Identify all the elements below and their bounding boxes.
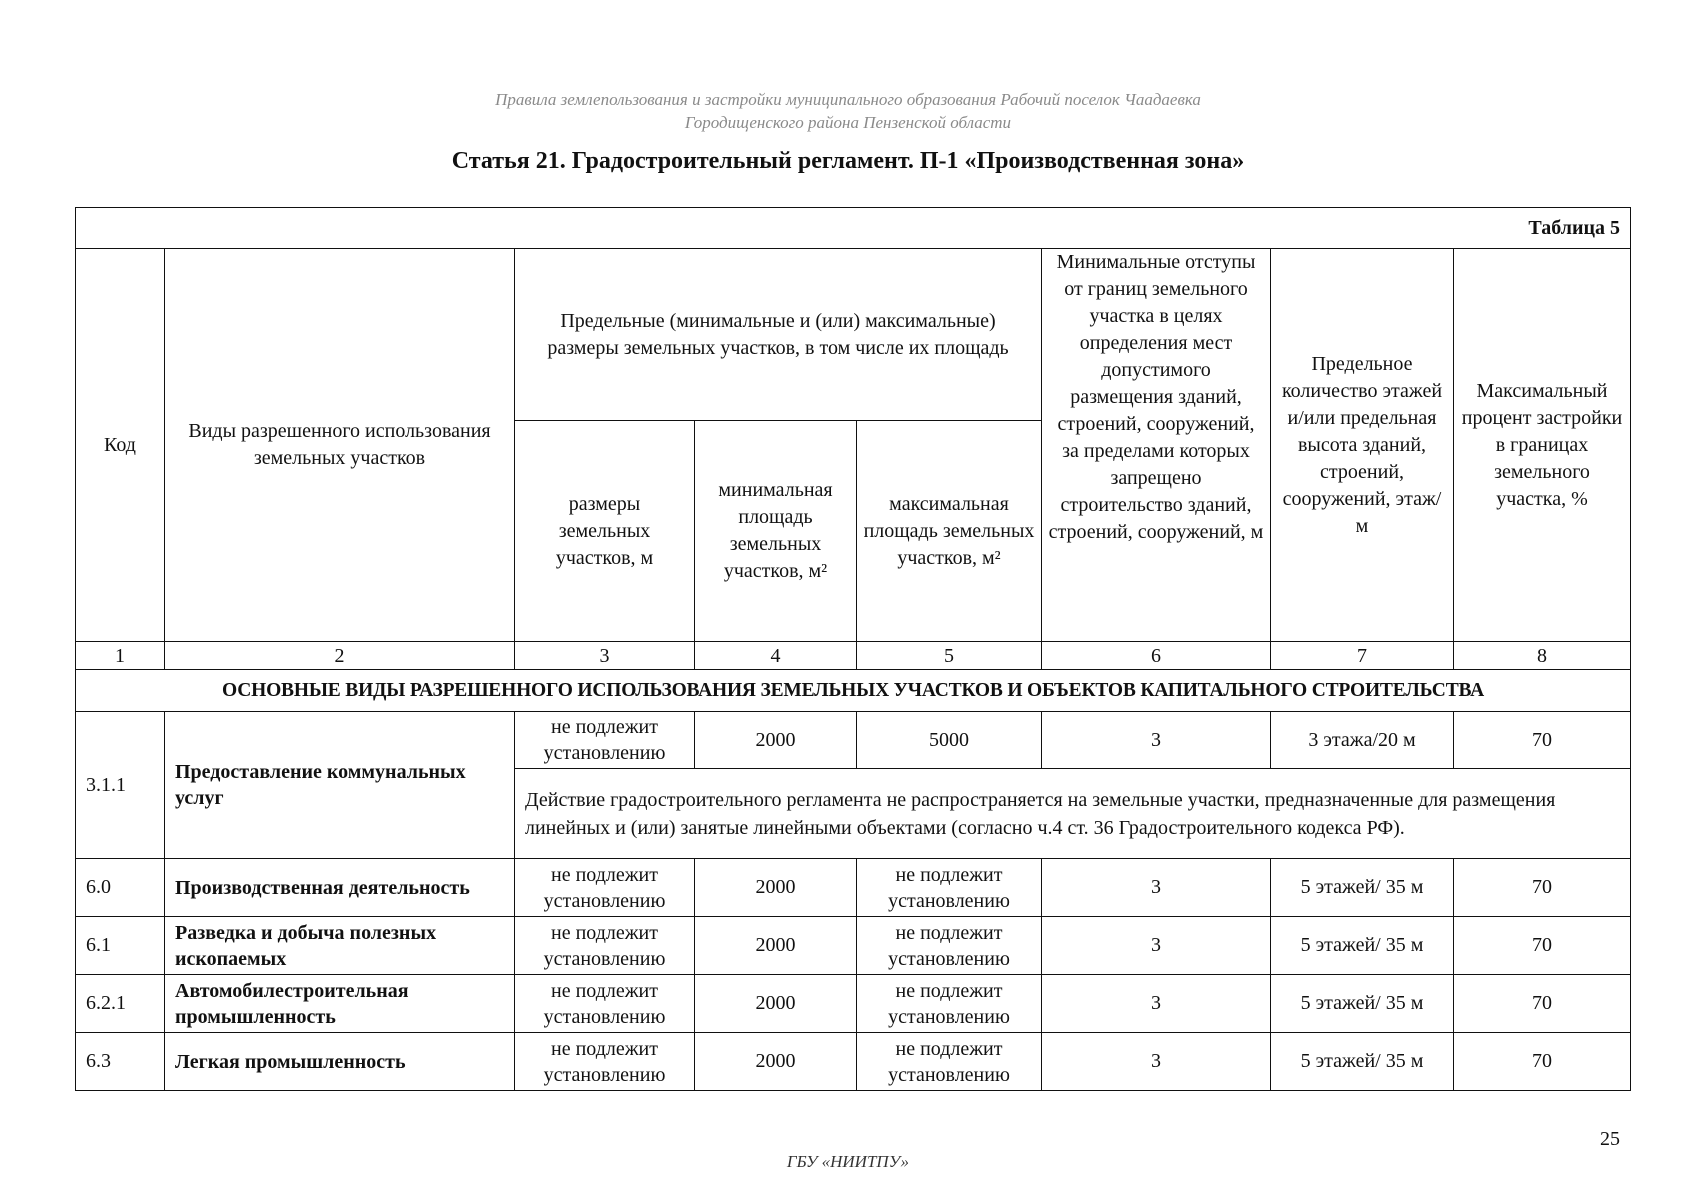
row-use-name: Разведка и добыча полезных ископаемых <box>165 917 515 975</box>
row-use-name: Легкая промышленность <box>165 1033 515 1091</box>
section-row <box>76 670 1631 712</box>
row-min-area: 2000 <box>695 917 857 975</box>
row-floors: 5 этажей/ 35 м <box>1271 975 1454 1033</box>
row-floors: 5 этажей/ 35 м <box>1271 917 1454 975</box>
column-number: 7 <box>1271 642 1454 670</box>
row-code: 6.1 <box>76 917 165 975</box>
row-coverage: 70 <box>1454 917 1631 975</box>
section-title: ОСНОВНЫЕ ВИДЫ РАЗРЕШЕННОГО ИСПОЛЬЗОВАНИЯ ЗЕМЕЛЬНЫХ УЧАСТКОВ И ОБЪЕКТОВ КАПИТАЛЬНОГО СТРОИТЕЛЬСТВА <box>76 670 1631 712</box>
row-setback: 3 <box>1042 975 1271 1033</box>
row-note: Действие градостроительного регламента не распространяется на земельные участки, предназначенные для размещения линейных и (или) занятые линейными объектами (согласно ч.4 ст. 36 Градостроительного кодекса РФ). <box>515 769 1631 859</box>
column-number: 3 <box>515 642 695 670</box>
regulation-table <box>75 207 1631 1091</box>
row-plot-size: не подлежит установлению <box>515 859 695 917</box>
header-min-area: минимальная площадь земельных участков, м² <box>695 421 857 642</box>
table-row <box>76 712 1631 769</box>
row-min-area: 2000 <box>695 859 857 917</box>
row-setback: 3 <box>1042 712 1271 769</box>
row-plot-size: не подлежит установлению <box>515 975 695 1033</box>
row-floors: 5 этажей/ 35 м <box>1271 1033 1454 1091</box>
row-code: 6.2.1 <box>76 975 165 1033</box>
row-max-area: не подлежит установлению <box>857 859 1042 917</box>
header-plot-size: размеры земельных участков, м <box>515 421 695 642</box>
table-caption-row <box>76 208 1631 249</box>
row-min-area: 2000 <box>695 712 857 769</box>
row-coverage: 70 <box>1454 859 1631 917</box>
header-code: Код <box>76 249 165 642</box>
row-plot-size: не подлежит установлению <box>515 917 695 975</box>
column-number: 2 <box>165 642 515 670</box>
table-row <box>76 1033 1631 1091</box>
row-min-area: 2000 <box>695 1033 857 1091</box>
row-code: 6.0 <box>76 859 165 917</box>
row-plot-size: не подлежит установлению <box>515 712 695 769</box>
row-use-name: Предоставление коммунальных услуг <box>165 712 515 859</box>
table-row <box>76 975 1631 1033</box>
header-use-types: Виды разрешенного использования земельных участков <box>165 249 515 642</box>
header-max-area: максимальная площадь земельных участков, м² <box>857 421 1042 642</box>
row-plot-size: не подлежит установлению <box>515 1033 695 1091</box>
row-coverage: 70 <box>1454 1033 1631 1091</box>
row-use-name: Автомобилестроительная промышленность <box>165 975 515 1033</box>
row-max-area: не подлежит установлению <box>857 1033 1042 1091</box>
column-number: 1 <box>76 642 165 670</box>
row-floors: 3 этажа/20 м <box>1271 712 1454 769</box>
header-setbacks: Минимальные отступы от границ земельного участка в целях определения мест допустимого размещения зданий, строений, сооружений, за пределами которых запрещено строительство зданий, строений, сооружений, м <box>1042 249 1271 642</box>
row-max-area: не подлежит установлению <box>857 917 1042 975</box>
row-coverage: 70 <box>1454 975 1631 1033</box>
running-footer: ГБУ «НИИТПУ» <box>786 1152 910 1171</box>
table-row <box>76 917 1631 975</box>
column-number: 4 <box>695 642 857 670</box>
table-row <box>76 859 1631 917</box>
row-use-name: Производственная деятельность <box>165 859 515 917</box>
row-setback: 3 <box>1042 1033 1271 1091</box>
row-floors: 5 этажей/ 35 м <box>1271 859 1454 917</box>
page-number: 25 <box>1600 1128 1620 1150</box>
header-row-1 <box>76 249 1631 421</box>
header-coverage: Максимальный процент застройки в границах земельного участка, % <box>1454 249 1631 642</box>
column-number: 5 <box>857 642 1042 670</box>
row-code: 6.3 <box>76 1033 165 1091</box>
page-title: Статья 21. Градостроительный регламент. П-1 «Производственная зона» <box>451 148 1245 174</box>
column-number: 6 <box>1042 642 1271 670</box>
running-header <box>0 88 1696 134</box>
running-header-line-2: Городищенского района Пензенской области <box>684 113 1012 132</box>
column-number-row <box>76 642 1631 670</box>
row-setback: 3 <box>1042 859 1271 917</box>
column-number: 8 <box>1454 642 1631 670</box>
table-caption: Таблица 5 <box>76 208 1631 249</box>
running-header-line-1: Правила землепользования и застройки муниципального образования Рабочий поселок Чаадаевка <box>495 90 1201 109</box>
row-code: 3.1.1 <box>76 712 165 859</box>
row-coverage: 70 <box>1454 712 1631 769</box>
row-min-area: 2000 <box>695 975 857 1033</box>
header-plot-limits: Предельные (минимальные и (или) максимальные) размеры земельных участков, в том числе их площадь <box>515 249 1042 421</box>
row-setback: 3 <box>1042 917 1271 975</box>
row-max-area: не подлежит установлению <box>857 975 1042 1033</box>
row-max-area: 5000 <box>857 712 1042 769</box>
header-floors: Предельное количество этажей и/или предельная высота зданий, строений, сооружений, этаж/м <box>1271 249 1454 642</box>
